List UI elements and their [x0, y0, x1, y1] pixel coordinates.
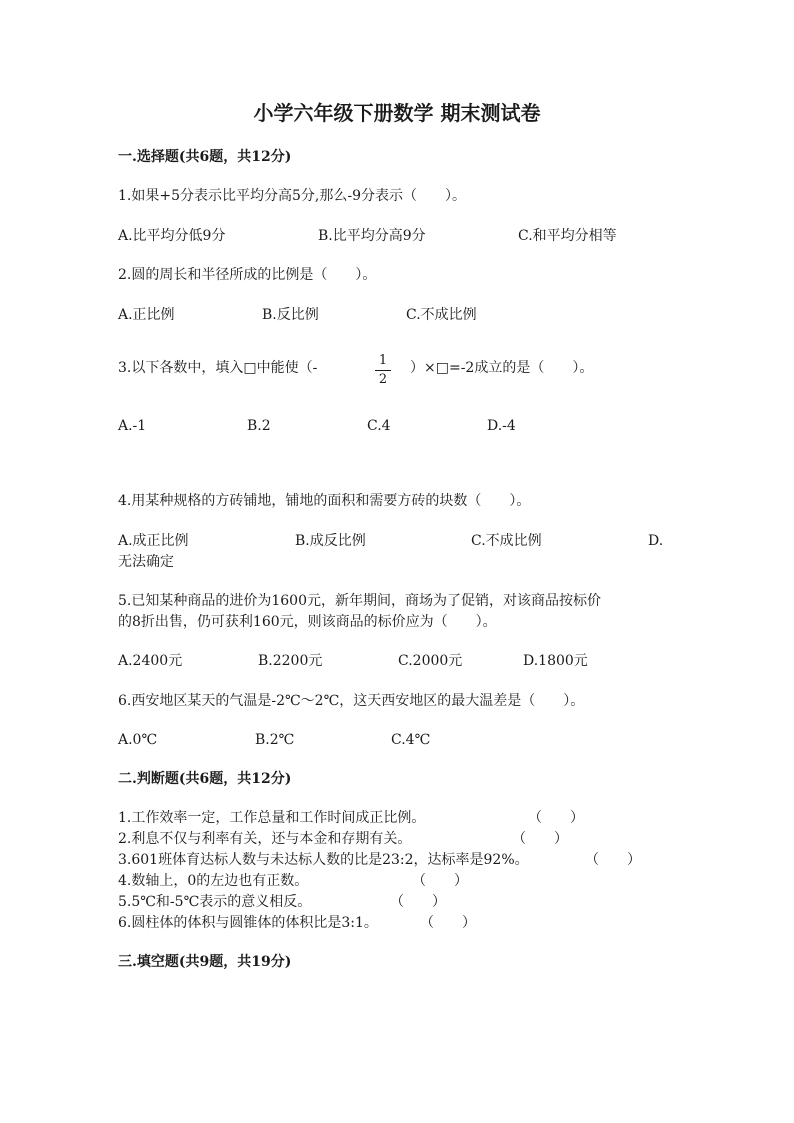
question-5-stem-line-2: 的8折出售，仍可获利160元，则该商品的标价应为（ ）。	[118, 614, 497, 630]
question-3-option-d: D.-4	[487, 418, 516, 434]
judge-item-4: 4.数轴上，0的左边也有正数。	[118, 873, 309, 889]
judge-item-5: 5.5℃和-5℃表示的意义相反。	[118, 894, 312, 910]
question-6-stem: 6.西安地区某天的气温是-2℃～2℃，这天西安地区的最大温差是（ ）。	[118, 693, 585, 709]
question-2-option-c: C.不成比例	[406, 307, 477, 323]
question-2-option-b: B.反比例	[262, 307, 319, 323]
judge-item-5-paren: （ ）	[390, 894, 446, 910]
question-3-fraction	[373, 353, 393, 388]
question-1-option-b: B.比平均分高9分	[318, 228, 426, 244]
question-1-option-c: C.和平均分相等	[518, 228, 617, 244]
question-4-stem: 4.用某种规格的方砖铺地，铺地的面积和需要方砖的块数（ ）。	[118, 493, 531, 509]
question-6-option-a: A.0℃	[118, 732, 158, 748]
question-3-option-b: B.2	[247, 418, 271, 434]
question-3-option-a: A.-1	[118, 418, 147, 434]
question-6-option-b: B.2℃	[255, 732, 295, 748]
question-4-option-d-continued: 无法确定	[118, 554, 174, 570]
question-1-option-a: A.比平均分低9分	[118, 228, 226, 244]
fraction-denominator: 2	[378, 372, 388, 387]
question-2-option-a: A.正比例	[118, 307, 175, 323]
question-5-option-c: C.2000元	[398, 653, 463, 669]
question-5-option-a: A.2400元	[118, 653, 183, 669]
judge-item-6: 6.圆柱体的体积与圆锥体的体积比是3:1。	[118, 915, 378, 931]
judge-item-3-paren: （ ）	[585, 852, 641, 868]
question-4-option-b: B.成反比例	[295, 533, 366, 549]
judge-item-2-paren: （ ）	[512, 831, 568, 847]
question-4-option-c: C.不成比例	[471, 533, 542, 549]
question-1-stem: 1.如果+5分表示比平均分高5分,那么-9分表示（ ）。	[118, 188, 466, 204]
fraction-bar	[375, 370, 391, 371]
question-4-option-d: D.	[648, 533, 664, 549]
question-5-option-d: D.1800元	[523, 653, 588, 669]
judge-item-4-paren: （ ）	[412, 873, 468, 889]
page-title: 小学六年级下册数学 期末测试卷	[253, 101, 541, 125]
judge-item-1: 1.工作效率一定，工作总量和工作时间成正比例。	[118, 810, 426, 826]
question-3-option-c: C.4	[367, 418, 391, 434]
judge-item-6-paren: （ ）	[420, 915, 476, 931]
question-5-option-b: B.2200元	[258, 653, 323, 669]
judge-item-2: 2.利息不仅与利率有关，还与本金和存期有关。	[118, 831, 412, 847]
judge-item-1-paren: （ ）	[528, 810, 584, 826]
section-heading-fill-in: 三.填空题(共9题，共19分)	[118, 954, 292, 970]
section-heading-choice: 一.选择题(共6题，共12分)	[118, 149, 292, 165]
question-6-option-c: C.4℃	[391, 732, 431, 748]
question-4-option-a: A.成正比例	[118, 533, 189, 549]
fraction-numerator: 1	[378, 353, 388, 368]
question-5-stem-line-1: 5.已知某种商品的进价为1600元，新年期间，商场为了促销，对该商品按标价	[118, 593, 601, 609]
judge-item-3: 3.601班体育达标人数与未达标人数的比是23:2，达标率是92%。	[118, 852, 529, 868]
question-2-stem: 2.圆的周长和半径所成的比例是（ ）。	[118, 267, 377, 283]
question-3-stem-prefix: 3.以下各数中，填入□中能使（-	[118, 360, 318, 376]
section-heading-true-false: 二.判断题(共6题，共12分)	[118, 771, 292, 787]
question-3-stem-suffix: ）×□=-2成立的是（ ）。	[410, 360, 594, 376]
